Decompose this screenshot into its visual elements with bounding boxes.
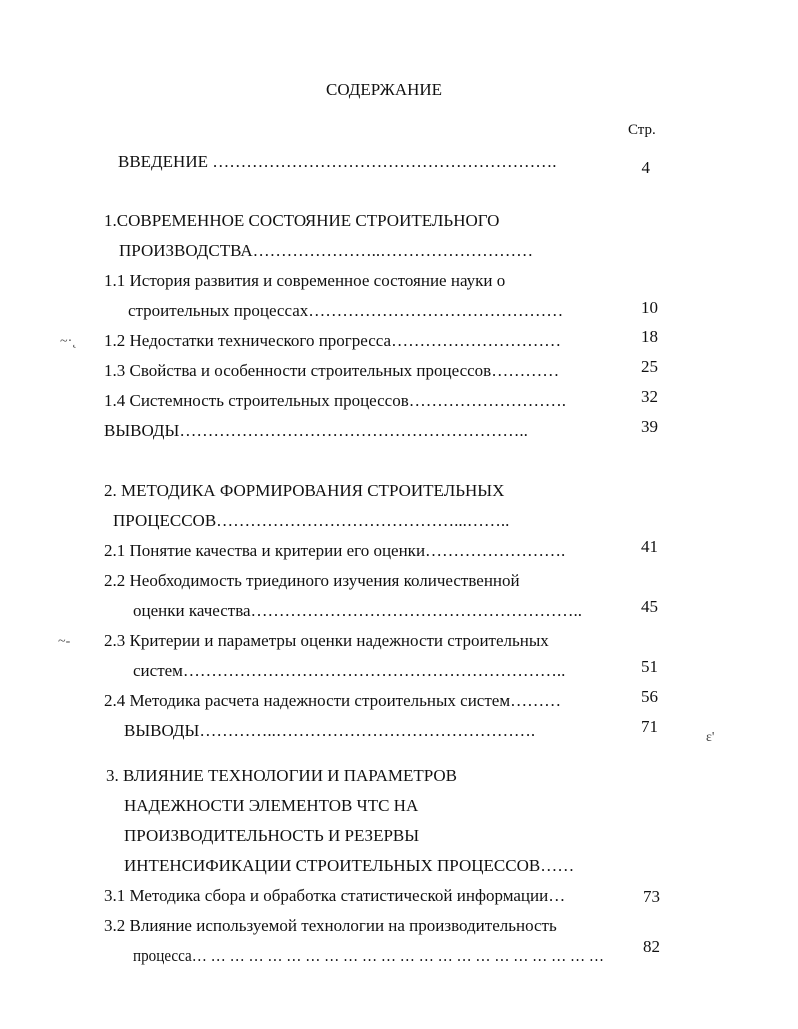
toc-chapter-3-line-3: ПРОИЗВОДИТЕЛЬНОСТЬ И РЕЗЕРВЫ xyxy=(124,826,420,845)
page-number-2-2: 45 xyxy=(641,597,658,616)
toc-section-1-3: 1.3 Свойства и особенности строительных процессов………… xyxy=(104,361,560,380)
toc-chapter-2-line-1: 2. МЕТОДИКА ФОРМИРОВАНИЯ СТРОИТЕЛЬНЫХ xyxy=(104,481,505,500)
toc-chapter-1-line-1: 1.СОВРЕМЕННОЕ СОСТОЯНИЕ СТРОИТЕЛЬНОГО xyxy=(104,211,500,230)
page-number-1-3: 25 xyxy=(641,357,658,376)
toc-chapter-1-conclusions: ВЫВОДЫ…………………………………………………….. xyxy=(104,421,528,440)
toc-section-1-4: 1.4 Системность строительных процессов………………………. xyxy=(104,391,567,410)
margin-pencil-mark: ~·˛ xyxy=(60,334,77,349)
toc-chapter-3-line-4: ИНТЕНСИФИКАЦИИ СТРОИТЕЛЬНЫХ ПРОЦЕССОВ…… xyxy=(124,856,575,875)
page-number-intro: 4 xyxy=(641,158,650,177)
toc-section-3-2-line-1: 3.2 Влияние используемой технологии на производительность xyxy=(104,916,557,935)
toc-chapter-2-line-2: ПРОЦЕССОВ……………………………………...…….. xyxy=(113,511,510,530)
page-number-chapter-1-conclusions: 39 xyxy=(641,417,658,436)
toc-section-3-1: 3.1 Методика сбора и обработка статистической информации… xyxy=(104,886,566,905)
page-number-2-3: 51 xyxy=(641,657,658,676)
toc-line-intro: ВВЕДЕНИЕ ……………………………………………………. xyxy=(118,152,557,171)
toc-section-2-3-line-1: 2.3 Критерии и параметры оценки надежности строительных xyxy=(104,631,549,650)
margin-pencil-mark: ~‐ xyxy=(58,634,71,649)
toc-section-1-1-line-2: строительных процессах……………………………………… xyxy=(128,301,564,320)
page-number-3-1: 73 xyxy=(643,887,660,906)
page-number-1-2: 18 xyxy=(641,327,658,346)
toc-heading: СОДЕРЖАНИЕ xyxy=(326,80,443,99)
toc-section-2-1: 2.1 Понятие качества и критерии его оценки……………………. xyxy=(104,541,566,560)
page-number-1-4: 32 xyxy=(641,387,658,406)
toc-chapter-1-line-2: ПРОИЗВОДСТВА…………………..……………………… xyxy=(119,241,534,260)
margin-pencil-mark: ɛ' xyxy=(706,730,715,745)
toc-section-2-2-line-2: оценки качества………………………………………………….. xyxy=(133,601,583,620)
toc-section-1-1-line-1: 1.1 История развития и современное состояние науки о xyxy=(104,271,506,290)
page-number-3-2: 82 xyxy=(643,937,660,956)
page-number-1-1: 10 xyxy=(641,298,658,317)
toc-chapter-3-line-2: НАДЕЖНОСТИ ЭЛЕМЕНТОВ ЧТС НА xyxy=(124,796,419,815)
toc-section-3-2-line-2: процесса… … … … … … … … … … … … … … … … … … … … … … xyxy=(133,946,605,965)
toc-section-2-2-line-1: 2.2 Необходимость триединого изучения количественной xyxy=(104,571,520,590)
page-number-2-4: 56 xyxy=(641,687,658,706)
page-number-2-1: 41 xyxy=(641,537,658,556)
toc-section-1-2: 1.2 Недостатки технического прогресса………………………… xyxy=(104,331,562,350)
toc-chapter-3-line-1: 3. ВЛИЯНИЕ ТЕХНОЛОГИИ И ПАРАМЕТРОВ xyxy=(106,766,458,785)
page-column-label: Стр. xyxy=(628,122,656,138)
toc-chapter-2-conclusions: ВЫВОДЫ…………..………………………………………. xyxy=(124,721,536,740)
toc-section-2-3-line-2: систем………………………………………………………….. xyxy=(133,661,566,680)
toc-section-2-4: 2.4 Методика расчета надежности строительных систем……… xyxy=(104,691,562,710)
page-number-chapter-2-conclusions: 71 xyxy=(641,717,658,736)
